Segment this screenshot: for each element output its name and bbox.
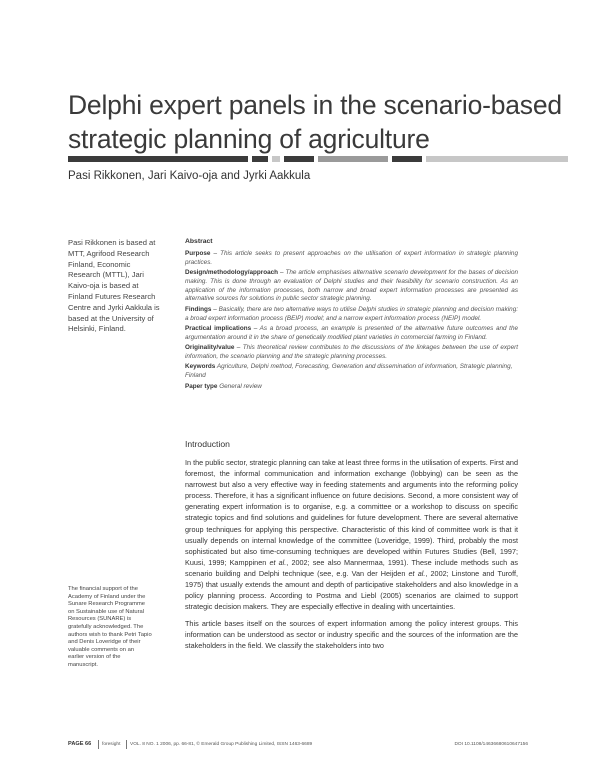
rule-segment-dark bbox=[68, 156, 248, 162]
paper-type-text: General review bbox=[217, 382, 262, 390]
abstract-purpose bbox=[185, 250, 518, 268]
author-affiliation-note bbox=[68, 238, 178, 335]
page-footer bbox=[68, 741, 528, 751]
intro-paragraph-2: This article bases itself on the sources of expert information among the policy interest groups. This information can be understood as sector or industry specific and the sources of the information are the stakeholders in the field. We classify the stakeholders into two bbox=[185, 618, 518, 650]
abstract-keywords bbox=[185, 363, 518, 381]
abstract-block bbox=[185, 238, 518, 393]
affiliation-line: based at the University of bbox=[68, 313, 154, 323]
abstract-paper-type bbox=[185, 383, 518, 392]
body-text bbox=[185, 457, 518, 651]
funding-line: gratefully acknowledged. The bbox=[68, 623, 144, 630]
rule-segment-light bbox=[426, 156, 568, 162]
abstract-implications bbox=[185, 325, 518, 343]
intro-text-b: , 2002; see also Mannermaa, 1991). These include methods such as scenario building and Delphi technique (see, e.g. Van der Heijden bbox=[185, 557, 518, 578]
rule-segment-mid bbox=[318, 156, 388, 162]
paper-type-label: Paper type bbox=[185, 382, 218, 390]
keywords-label: Keywords bbox=[185, 363, 216, 371]
rule-segment-dark bbox=[284, 156, 314, 162]
funding-line: authors wish to thank Petri Tapio bbox=[68, 631, 152, 638]
abstract-findings bbox=[185, 306, 518, 324]
title-divider-rule bbox=[68, 156, 568, 162]
implications-label: Practical implications bbox=[185, 324, 252, 332]
footer-separator bbox=[126, 740, 127, 749]
affiliation-line: Research (MTTL), Jari bbox=[68, 270, 144, 280]
affiliation-line: Centre and Jyrki Aakkula is bbox=[68, 302, 160, 312]
funding-line: Sunare Research Programme bbox=[68, 601, 146, 608]
purpose-text: – This article seeks to present approaches on the utilisation of expert information in strategic planning practices. bbox=[185, 249, 518, 266]
title-line-1: Delphi expert panels in the scenario-based bbox=[68, 90, 562, 120]
page-number: PAGE 66 bbox=[68, 741, 92, 747]
intro-etal-1: et al. bbox=[269, 557, 287, 567]
title-line-2: strategic planning of agriculture bbox=[68, 124, 430, 154]
footer-separator bbox=[98, 740, 99, 749]
funding-line: manuscript. bbox=[68, 661, 98, 668]
funding-acknowledgement-note bbox=[68, 586, 178, 670]
funding-line: Resources (SUNARE) is bbox=[68, 616, 132, 623]
originality-text: – This theoretical review contributes to the discussions of the linkages between the use of expert information, the scenario planning and the strategic planning processes. bbox=[185, 344, 518, 360]
journal-name: foresight bbox=[102, 742, 121, 747]
author-list: Pasi Rikkonen, Jari Kaivo-oja and Jyrki Aakkula bbox=[68, 170, 311, 182]
affiliation-line: Pasi Rikkonen is based at bbox=[68, 238, 156, 247]
funding-line: The financial support of the bbox=[68, 586, 138, 592]
findings-text: – Basically, there are two alternative ways to utilise Delphi studies in strategic planning and decision making: a broad expert information process (BEIP) model; and a narrow expert information process (NEIP) model. bbox=[185, 305, 518, 322]
purpose-label: Purpose bbox=[185, 249, 211, 257]
affiliation-line: Kaivo-oja is based at bbox=[68, 281, 139, 291]
funding-line: valuable comments on an bbox=[68, 646, 135, 653]
funding-line: Academy of Finland under the bbox=[68, 593, 146, 600]
design-label: Design/methodology/approach bbox=[185, 268, 279, 276]
abstract-originality bbox=[185, 344, 518, 362]
rule-segment-dark bbox=[392, 156, 422, 162]
abstract-design bbox=[185, 269, 518, 304]
intro-etal-2: et al. bbox=[408, 568, 426, 578]
affiliation-line: Helsinki, Finland. bbox=[68, 324, 126, 334]
rule-segment-light bbox=[272, 156, 280, 162]
implications-text: – As a broad process, an example is presented of the alternative future outcomes and the argumentation around it in the share of genetically modified plant varieties in commercial farming in Finland. bbox=[185, 324, 518, 341]
rule-segment-dark bbox=[252, 156, 268, 162]
abstract-heading: Abstract bbox=[185, 238, 213, 245]
intro-paragraph-1 bbox=[185, 457, 518, 612]
funding-line: earlier version of the bbox=[68, 654, 121, 661]
findings-label: Findings bbox=[185, 305, 212, 313]
doi-info: DOI 10.1108/14636680610647156 bbox=[454, 742, 528, 747]
affiliation-line: Finland, Economic bbox=[68, 259, 131, 269]
funding-line: on Sustainable use of Natural bbox=[68, 608, 145, 615]
originality-label: Originality/value bbox=[185, 344, 235, 352]
intro-text-c: , 2002; Linstone and Turoff, 1975) that usually extends the amount and depth of participative stakeholders and also knowledge in a policy planning process. According to Postma and Liebl (2005) scenarios are claimed to support strategic decision makers. They are especially effective in dealing with uncertainties. bbox=[185, 568, 518, 612]
introduction-heading: Introduction bbox=[185, 439, 230, 449]
design-text: – The article emphasises alternative scenario development for the bases of decision making. This is done through an evaluation of Delphi studies and their feasibility for scenario construction. As an application of the information processes, both narrow and broad expert information processes are presented as alternative sources for solutions in public sector strategic planning. bbox=[185, 268, 518, 303]
citation-info: VOL. 8 NO. 1 2006, pp. 66-81, © Emerald Group Publishing Limited, ISSN 1463-6689 bbox=[130, 742, 313, 747]
affiliation-line: MTT, Agrifood Research bbox=[68, 248, 150, 258]
keywords-text: Agriculture, Delphi method, Forecasting, Generation and dissemination of information, Strategic planning, Finland bbox=[185, 363, 513, 380]
funding-line: and Denis Loveridge of their bbox=[68, 639, 141, 646]
intro-text-a: In the public sector, strategic planning can take at least three forms in the utilisation of experts. First and foremost, the informal communication and information exchange (lobbying) can be seen as the narrowest but also a very effective way in feeding statements and arguments into the reforming policy process. Therefore, it has a significant influence on future decisions. Second, a more consistent way of generating expert information is to organise, e.g. a committee or a workshop to discuss on specific strategic topics and find solutions and guidelines for future development. There are several alternative group techniques for applying this perspective. Characteristic of this kind of committee work is that it usually depends on internal knowledge of the committee (Loveridge, 1999). Third, probably the most sophisticated but also time-consuming techniques are developed within Futures Studies (Bell, 1997; Kuusi, 1999; Kamppinen bbox=[185, 458, 518, 567]
article-title bbox=[68, 88, 568, 156]
affiliation-line: Finland Futures Research bbox=[68, 291, 156, 301]
